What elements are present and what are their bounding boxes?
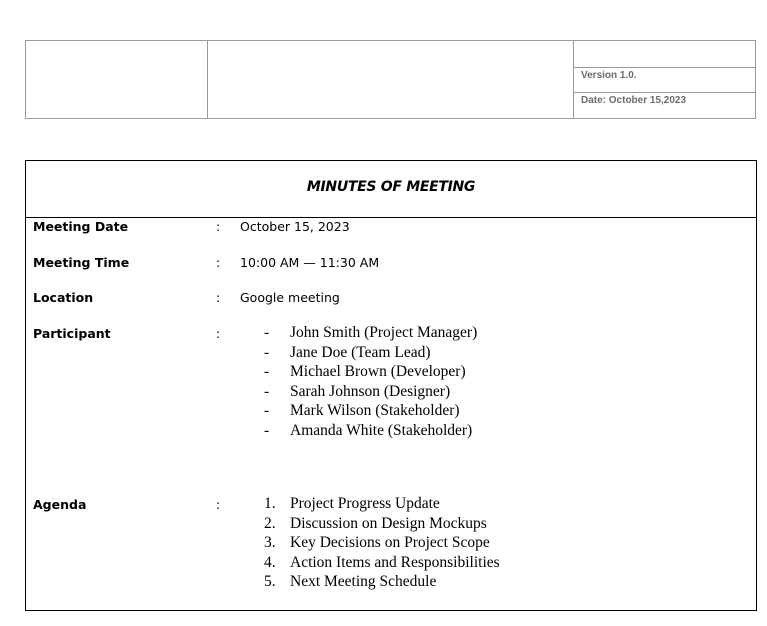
agenda-number: 2. [264, 514, 276, 532]
dash-marker: - [264, 324, 270, 341]
agenda-number: 1. [264, 495, 276, 512]
agenda-item-text: Project Progress Update [290, 495, 440, 512]
agenda-item-text: Next Meeting Schedule [290, 573, 437, 590]
meeting-time-colon: : [216, 255, 221, 270]
dash-marker: - [264, 363, 270, 380]
location-value: Google meeting [240, 290, 340, 305]
header-version: Version 1.0. [574, 68, 755, 93]
dash-marker: - [264, 402, 270, 419]
participant-name: Mark Wilson (Stakeholder) [290, 402, 460, 419]
location-colon: : [216, 290, 221, 305]
dash-marker: - [264, 343, 270, 361]
meeting-date-label: Meeting Date [33, 219, 129, 234]
meeting-date-value: October 15, 2023 [240, 219, 350, 234]
participant-name: Sarah Johnson (Designer) [290, 382, 451, 400]
meeting-time-value: 10:00 AM — 11:30 AM [240, 255, 380, 270]
header-meta-empty-row [574, 41, 755, 68]
agenda-number: 5. [264, 573, 276, 590]
agenda-number: 4. [264, 553, 276, 571]
header-logo-cell [26, 41, 208, 118]
agenda-number: 3. [264, 534, 276, 551]
minutes-title-row [26, 161, 756, 218]
participant-name: Michael Brown (Developer) [290, 363, 466, 380]
minutes-title: MINUTES OF MEETING [306, 179, 476, 195]
header-title-cell [208, 41, 574, 118]
participant-name: Jane Doe (Team Lead) [290, 343, 431, 361]
header-meta-cell [574, 41, 755, 118]
participant-name: John Smith (Project Manager) [290, 324, 478, 341]
participant-colon: : [216, 326, 221, 341]
meeting-date-colon: : [216, 219, 221, 234]
participant-name: Amanda White (Stakeholder) [290, 421, 473, 439]
dash-marker: - [264, 421, 270, 439]
participant-label: Participant [33, 326, 111, 341]
location-label: Location [33, 290, 94, 305]
header-date: Date: October 15,2023 [581, 95, 687, 106]
agenda-label: Agenda [33, 497, 87, 512]
agenda-item-text: Discussion on Design Mockups [290, 514, 487, 532]
agenda-item-text: Key Decisions on Project Scope [290, 534, 490, 551]
dash-marker: - [264, 382, 270, 400]
agenda-colon: : [216, 497, 221, 512]
agenda-item-text: Action Items and Responsibilities [290, 553, 500, 571]
minutes-table [25, 160, 757, 611]
document-header-table [25, 40, 756, 119]
meeting-time-label: Meeting Time [33, 255, 130, 270]
